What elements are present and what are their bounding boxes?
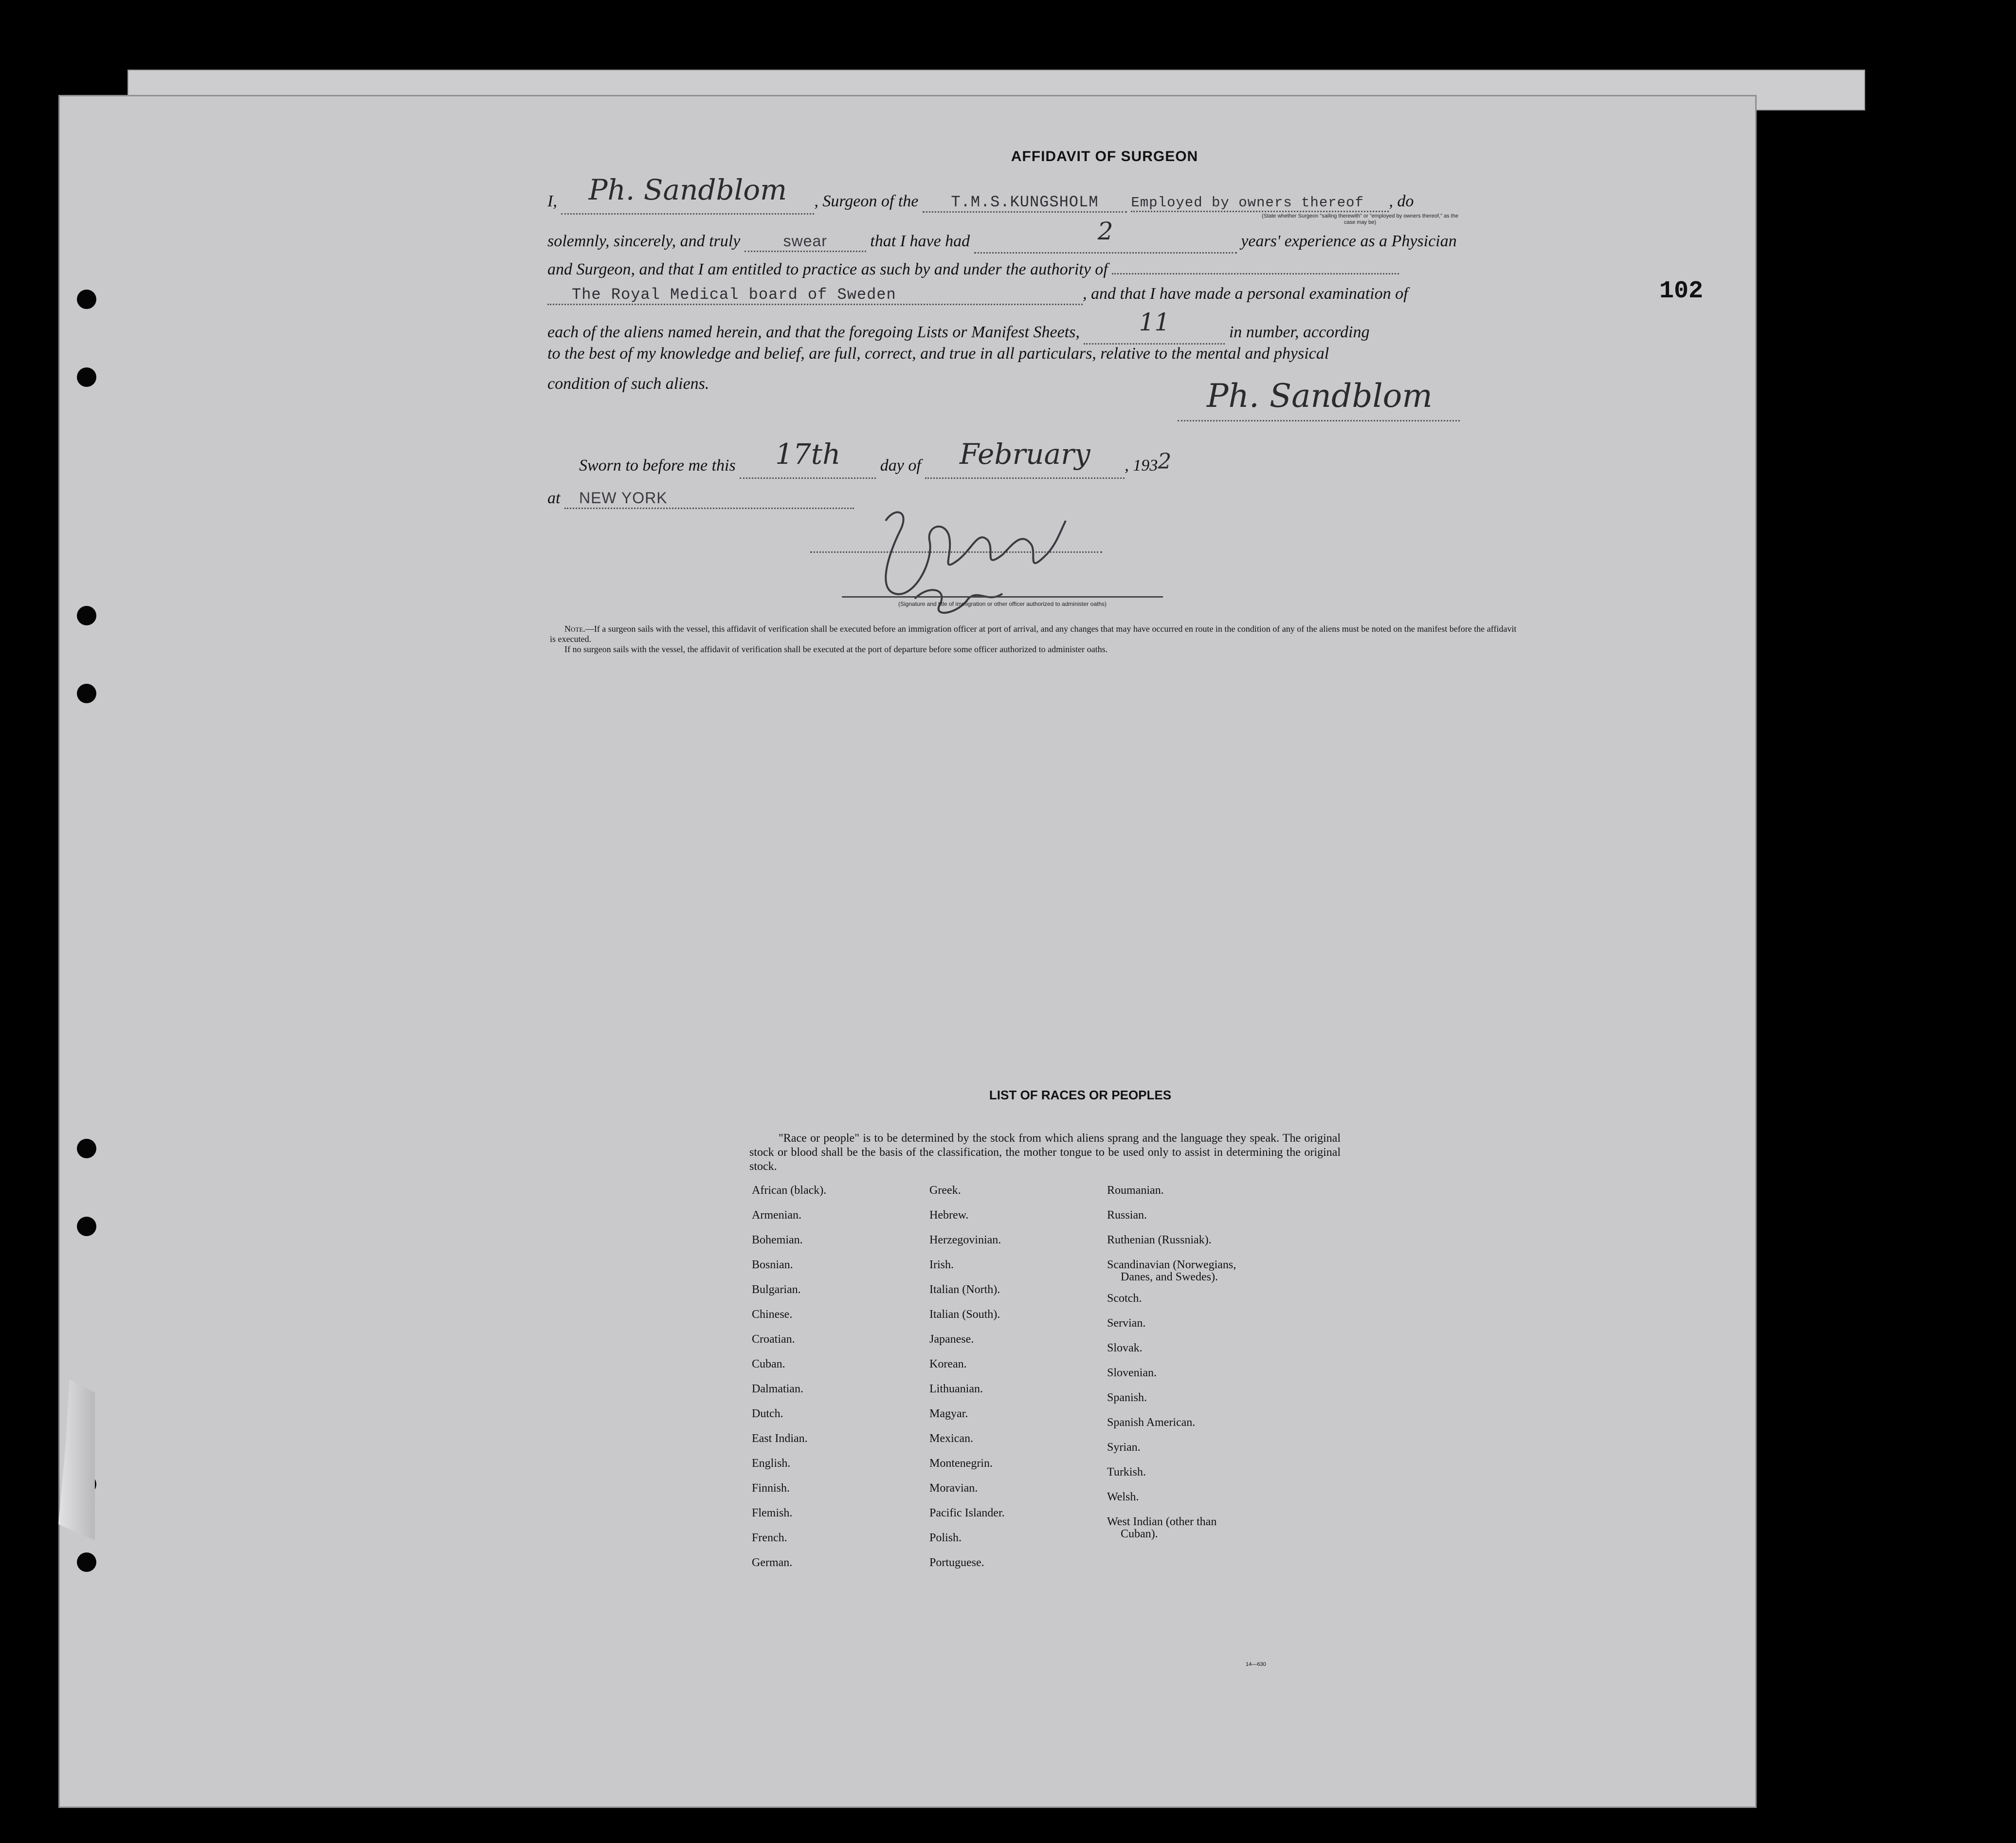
binder-hole	[77, 1552, 96, 1572]
races-intro-text: "Race or people" is to be determined by the stock from which aliens sprang and the language they speak. The original stock or blood shall be the basis of the classification, the mother tongue to be used only to assist in determining the original stock.	[749, 1132, 1341, 1173]
text-and-surgeon: and Surgeon, and that I am entitled to practice as such by and under the authority of	[547, 260, 1108, 278]
race-item: Scotch.	[1107, 1292, 1142, 1305]
text-i: I,	[547, 192, 557, 210]
text-in-number: in number, according	[1229, 323, 1370, 341]
licensing-authority: The Royal Medical board of Sweden	[572, 286, 896, 304]
note-paragraph-1	[550, 624, 1523, 644]
race-item: Pacific Islander.	[929, 1507, 1005, 1519]
races-column-2	[929, 1178, 1005, 1575]
surgeon-name-handwritten: Ph. Sandblom	[588, 173, 787, 206]
races-column-3	[1107, 1178, 1236, 1543]
race-item: Slovenian.	[1107, 1367, 1157, 1379]
races-list-intro	[749, 1131, 1341, 1174]
race-item: African (black).	[752, 1184, 827, 1197]
affidavit-line-5	[547, 308, 1370, 345]
race-item: Turkish.	[1107, 1466, 1146, 1478]
race-item: Lithuanian.	[929, 1383, 983, 1395]
form-code: 14—630	[1246, 1661, 1266, 1667]
race-item: Welsh.	[1107, 1491, 1139, 1503]
sworn-line	[579, 438, 1172, 479]
note-label: Note.	[564, 624, 585, 634]
race-item: French.	[752, 1532, 787, 1544]
surgeon-signature-line	[1178, 420, 1460, 421]
manifest-page	[58, 95, 1757, 1808]
race-item: Magyar.	[929, 1407, 968, 1420]
race-item: Portuguese.	[929, 1556, 984, 1569]
text-do: , do	[1389, 192, 1414, 210]
year-printed: , 193	[1125, 456, 1158, 474]
text-solemnly: solemnly, sincerely, and truly	[547, 232, 741, 250]
note-paragraph-2: If no surgeon sails with the vessel, the affidavit of verification shall be executed at the port of departure before some officer authorized to administer oaths.	[564, 644, 1108, 654]
race-item: Armenian.	[752, 1209, 801, 1222]
race-item: Korean.	[929, 1358, 967, 1370]
race-item: Bosnian.	[752, 1259, 793, 1271]
year-digit-handwritten: 2	[1158, 449, 1172, 474]
binder-hole	[77, 606, 96, 625]
race-item: German.	[752, 1556, 793, 1569]
race-item: Chinese.	[752, 1308, 793, 1321]
employment-instruction: (State whether Surgeon "sailing therewith" or "employed by owners thereof," as the case may be)	[1262, 213, 1458, 225]
races-column-1	[752, 1178, 826, 1575]
race-item: Flemish.	[752, 1507, 793, 1519]
race-item	[1107, 1253, 1236, 1286]
race-item-line: Scandinavian (Norwegians,	[1107, 1259, 1236, 1271]
page-number: 102	[1659, 277, 1704, 305]
race-item: Italian (South).	[929, 1308, 1000, 1321]
text-i-have-had: that I have had	[870, 232, 970, 250]
race-item: Mexican.	[929, 1432, 973, 1445]
officer-signature-scrawl	[866, 501, 1075, 628]
race-item: Hebrew.	[929, 1209, 969, 1222]
employment-field	[1131, 192, 1389, 212]
binder-hole	[77, 367, 96, 387]
race-item: Spanish American.	[1107, 1416, 1196, 1429]
affidavit-line-3	[547, 255, 1399, 279]
race-item: Spanish.	[1107, 1391, 1147, 1404]
text-personal-examination: , and that I have made a personal examination of	[1083, 285, 1408, 303]
officer-signature-caption: (Signature and title of immigration or other officer authorized to administer oaths)	[898, 601, 1107, 607]
employment-status: Employed by owners thereof	[1131, 195, 1364, 211]
race-item: East Indian.	[752, 1432, 808, 1445]
race-item: Bohemian.	[752, 1234, 803, 1246]
affidavit-line-6: to the best of my knowledge and belief, are full, correct, and true in all particulars, relative to the mental and physical	[547, 345, 1329, 363]
sheets-count-field	[1084, 308, 1225, 345]
race-item: Russian.	[1107, 1209, 1147, 1222]
oath-field	[745, 232, 866, 252]
affidavit-note	[550, 624, 1523, 655]
race-item: Japanese.	[929, 1333, 974, 1346]
race-item: Syrian.	[1107, 1441, 1141, 1454]
authority-field	[547, 285, 1083, 305]
binder-hole	[77, 1139, 96, 1158]
torn-paper-edge	[58, 1380, 95, 1540]
race-item-line: Danes, and Swedes).	[1121, 1271, 1218, 1283]
ship-name-field	[923, 192, 1127, 213]
place-field	[564, 489, 854, 509]
race-item: Dutch.	[752, 1407, 783, 1420]
race-item: Servian.	[1107, 1317, 1146, 1330]
place-line	[547, 489, 854, 509]
surgeon-name-field	[561, 173, 814, 215]
years-handwritten: 2	[1097, 217, 1113, 245]
race-item: Cuban.	[752, 1358, 785, 1370]
race-item	[1107, 1510, 1236, 1543]
text-years-experience: years' experience as a Physician	[1241, 232, 1457, 250]
day-handwritten: 17th	[775, 438, 841, 471]
officer-signature-line	[842, 596, 1163, 598]
affidavit-line-7: condition of such aliens.	[547, 375, 709, 393]
authority-field-top	[1112, 255, 1399, 274]
place-of-oath: NEW YORK	[579, 489, 668, 507]
race-item: Italian (North).	[929, 1283, 1000, 1296]
binder-hole	[77, 684, 96, 703]
race-item: Herzegovinian.	[929, 1234, 1001, 1246]
races-list-title: LIST OF RACES OR PEOPLES	[989, 1088, 1172, 1102]
race-item-line: West Indian (other than	[1107, 1515, 1217, 1528]
race-item: Montenegrin.	[929, 1457, 993, 1470]
ship-name: T.M.S.KUNGSHOLM	[951, 193, 1099, 211]
race-item: Finnish.	[752, 1482, 790, 1495]
text-each-of-aliens: each of the aliens named herein, and that the foregoing Lists or Manifest Sheets,	[547, 323, 1080, 341]
race-item: Slovak.	[1107, 1342, 1143, 1354]
race-item-line: Cuban).	[1121, 1528, 1158, 1540]
surgeon-signature: Ph. Sandblom	[1207, 377, 1433, 415]
affidavit-line-1	[547, 173, 1414, 215]
race-item: Bulgarian.	[752, 1283, 801, 1296]
month-handwritten: February	[959, 438, 1090, 471]
sheets-count-handwritten: 11	[1139, 308, 1170, 336]
text-sworn: Sworn to before me this	[579, 456, 736, 474]
race-item: Ruthenian (Russniak).	[1107, 1234, 1212, 1246]
affidavit-line-4	[547, 285, 1408, 305]
race-item: Irish.	[929, 1259, 954, 1271]
race-item: Roumanian.	[1107, 1184, 1164, 1197]
month-field	[925, 438, 1125, 479]
oath-word: swear	[783, 232, 827, 250]
text-day-of: day of	[880, 456, 921, 474]
race-item: Greek.	[929, 1184, 961, 1197]
race-item: Polish.	[929, 1532, 962, 1544]
binder-hole	[77, 1217, 96, 1236]
race-item: Moravian.	[929, 1482, 978, 1495]
years-field	[974, 217, 1237, 254]
text-surgeon-of: , Surgeon of the	[814, 192, 919, 210]
text-at: at	[547, 489, 561, 507]
race-item: English.	[752, 1457, 791, 1470]
note-text-1: —If a surgeon sails with the vessel, this affidavit of verification shall be executed before an immigration officer at port of arrival, and any changes that may have occurred en route in the condition of any of the aliens must be noted on the manifest before the affidavit is executed.	[550, 624, 1517, 644]
affidavit-title: AFFIDAVIT OF SURGEON	[1011, 148, 1199, 164]
day-field	[740, 438, 876, 479]
race-item: Dalmatian.	[752, 1383, 803, 1395]
binder-hole	[77, 290, 96, 309]
race-item: Croatian.	[752, 1333, 795, 1346]
